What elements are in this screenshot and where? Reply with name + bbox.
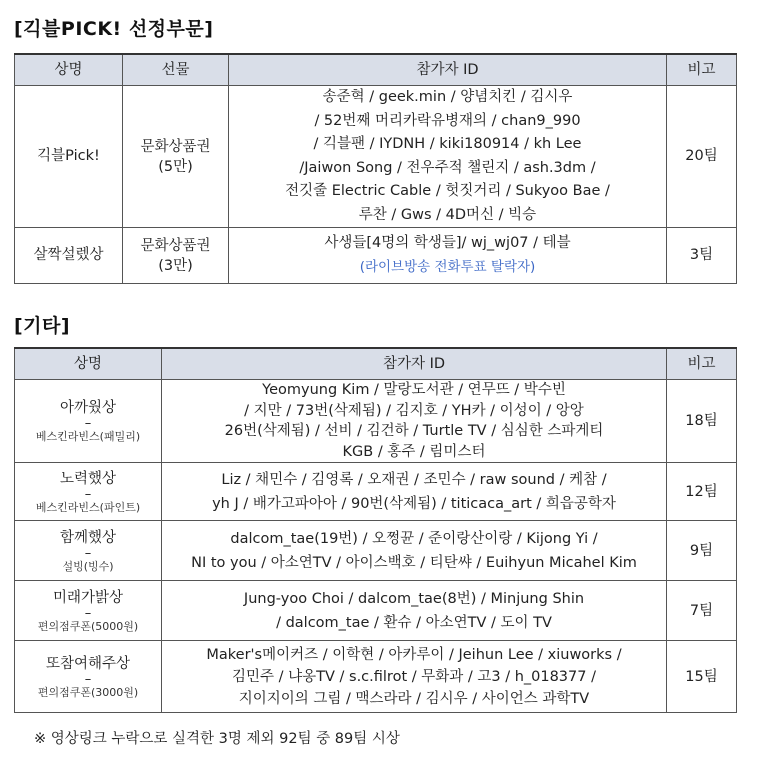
prize-amount: (5만) [158,158,193,175]
table-header-row [15,348,737,380]
geekble-pick-table [14,53,737,284]
header-prize: 선물 [123,54,229,86]
participants-line: 송준혁 / geek.min / 양념치킨 / 김시우 [322,89,573,105]
header-note: 비고 [667,54,737,86]
award-dash: – [84,545,92,561]
participants-line: / 52번째 머리카락유병재의 / chan9_990 [314,112,581,129]
participants-line: / dalcom_tae / 환슈 / 아소연TV / 도이 TV [276,614,552,631]
participants-line: Jung-yoo Choi / dalcom_tae(8번) / Minjung Shin [243,590,585,607]
award-name: 노력했상 [59,470,117,487]
team-count: 20팀 [667,86,737,228]
participants-line: / 긱블팬 / IYDNH / kiki180914 / kh Lee [313,136,582,152]
team-count: 12팀 [667,463,737,521]
participants-line: 26번(삭제됨) / 선비 / 김건하 / Turtle TV / 심심한 스파게티 [224,423,604,439]
team-count: 3팀 [667,228,737,284]
participants-line: /Jaiwon Song / 전우주적 챌린지 / ash.3dm / [299,159,596,176]
table-row [15,463,737,521]
award-name: 아까웠상 [59,400,117,416]
table-row [15,641,737,713]
participants-cell [229,228,667,284]
award-prize: 베스킨라빈스(파인트) [35,500,141,514]
participants-cell [162,463,667,521]
header-participants: 참가자 ID [229,54,667,86]
award-dash: – [84,416,92,431]
award-cell [15,641,162,713]
participants-line: yh J / 배가고파아아 / 90번(삭제됨) / titicaca_art / 희읍공학자 [212,495,616,512]
award-name: 살짝설렜상 [15,228,123,284]
award-prize: 베스킨라빈스(패밀리) [35,430,141,443]
award-name: 또참여해주상 [45,655,131,672]
team-count: 9팀 [667,521,737,581]
table-row [15,581,737,641]
header-award: 상명 [15,348,162,380]
footnote: ※ 영상링크 누락으로 실격한 3명 제외 92팀 중 89팀 시상 [34,731,400,747]
participants-line: Maker's메이커즈 / 이학현 / 아카루이 / Jeihun Lee / xiuworks / [206,646,622,663]
participants-cell [162,521,667,581]
award-cell [15,463,162,521]
live-vote-note: (라이브방송 전화투표 탈락자) [359,258,536,275]
participants-line: KGB / 홍주 / 림미스터 [342,443,486,460]
award-cell [15,521,162,581]
award-dash: – [84,486,92,502]
participants-cell [229,86,667,228]
prize-cell [123,86,229,228]
participants-cell [162,641,667,713]
prize-line: 문화상품권 [140,138,211,155]
etc-awards-table [14,347,737,713]
award-dash: – [84,671,92,687]
team-count: 18팀 [667,380,737,463]
participants-cell [162,380,667,463]
award-name: 미래가밝상 [52,589,124,606]
table-row [15,380,737,463]
participants-line: 루찬 / Gws / 4D머신 / 빅승 [358,206,537,223]
header-note: 비고 [667,348,737,380]
prize-amount: (3만) [158,257,193,274]
table-row [15,521,737,581]
table-row [15,228,737,284]
participants-line: 지이지이의 그림 / 맥스라라 / 김시우 / 사이언스 과학TV [238,690,590,707]
participants-line: 김민주 / 냐옹TV / s.c.filrot / 무화과 / 고3 / h_018377 / [232,668,596,685]
award-dash: – [84,605,92,621]
participants-line: dalcom_tae(19번) / 오쩡뀬 / 준이랑산이랑 / Kijong Yi / [230,530,598,547]
participants-line: Liz / 채민수 / 김영록 / 오재권 / 조민수 / raw sound / 케참 / [221,471,607,488]
prize-line: 문화상품권 [140,237,211,254]
award-cell [15,380,162,463]
participants-line: NI to you / 아소연TV / 아이스백호 / 티탄쌰 / Euihyun Micahel Kim [191,554,637,571]
team-count: 7팀 [667,581,737,641]
award-name: 함께했상 [59,529,117,546]
table-header-row [15,54,737,86]
participants-line: 전깃줄 Electric Cable / 헛짓거리 / Sukyoo Bae / [285,183,610,199]
section-title-etc: [기타] [14,315,71,337]
participants-line: Yeomyung Kim / 말랑도서관 / 연무뜨 / 박수빈 [262,382,566,398]
table-row [15,86,737,228]
award-cell [15,581,162,641]
team-count: 15팀 [667,641,737,713]
award-prize: 설빙(빙수) [62,559,114,573]
award-prize: 편의점쿠폰(5000원) [37,619,139,633]
header-award: 상명 [15,54,123,86]
participants-cell [162,581,667,641]
prize-cell [123,228,229,284]
header-participants: 참가자 ID [162,348,667,380]
section-title-geekble-pick: [긱블PICK! 선정부문] [14,18,214,40]
participants-line: / 지만 / 73번(삭제됨) / 김지호 / YH카 / 이성이 / 앙앙 [244,402,584,419]
participants-line: 사생들[4명의 학생들]/ wj_wj07 / 테블 [324,235,571,251]
award-name: 긱블Pick! [15,86,123,228]
award-prize: 편의점쿠폰(3000원) [37,685,139,699]
